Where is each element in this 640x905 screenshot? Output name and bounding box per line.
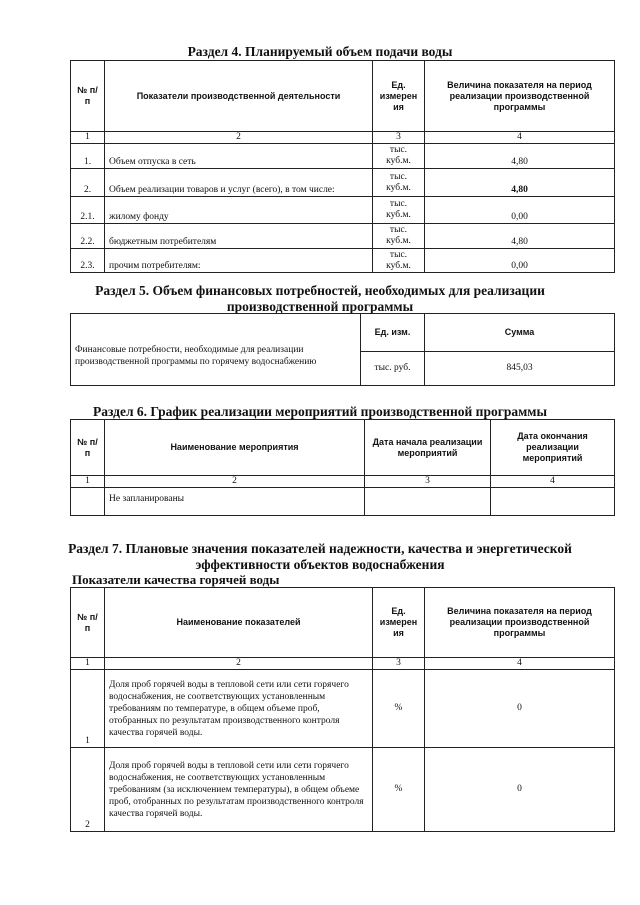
s4-index-2: 2 [105, 132, 373, 144]
row-value: 0,00 [425, 197, 615, 224]
row-name: прочим потребителям: [105, 249, 373, 273]
s6-header-num: № п/п [71, 420, 105, 476]
s6-index-1: 1 [71, 476, 105, 488]
section7-subtitle: Показатели качества горячей воды [72, 572, 280, 587]
row-unit: % [373, 670, 425, 748]
row-num: 2.2. [71, 224, 105, 249]
row-num: 2.3. [71, 249, 105, 273]
row-value: 0 [425, 670, 615, 748]
row-value: 0,00 [425, 249, 615, 273]
s7-header-value: Величина показателя на период реализации производственной программы [425, 588, 615, 658]
s4-header-num: № п/п [71, 61, 105, 132]
s4-index-3: 3 [373, 132, 425, 144]
row-unit: тыс. куб.м. [373, 224, 425, 249]
s7-header-name: Наименование показателей [105, 588, 373, 658]
section6-table [70, 419, 615, 516]
s6-row-end [491, 488, 615, 516]
row-name: бюджетным потребителям [105, 224, 373, 249]
s6-index-2: 2 [105, 476, 365, 488]
section5-title-line2: производственной программы [226, 299, 414, 314]
s6-header-end: Дата окончания реализации мероприятий [491, 420, 615, 476]
s6-header-name: Наименование мероприятия [105, 420, 365, 476]
row-name: Доля проб горячей воды в тепловой сети или сети горячего водоснабжения, не соответствующих установленным требованиям по температуре, в общем объеме проб, отобранных по результатам производственного контроля качества горячей воды. [105, 670, 373, 748]
s7-index-1: 1 [71, 658, 105, 670]
section5-title-line1: Раздел 5. Объем финансовых потребностей, необходимых для реализации [95, 283, 545, 298]
s6-index-3: 3 [365, 476, 491, 488]
table-row [71, 488, 615, 516]
row-unit: тыс. куб.м. [373, 144, 425, 169]
row-unit: % [373, 748, 425, 832]
row-name: жилому фонду [105, 197, 373, 224]
s6-row-num [71, 488, 105, 516]
s7-header-num: № п/п [71, 588, 105, 658]
section4-title: Раздел 4. Планируемый объем подачи воды [187, 44, 453, 59]
s4-index-4: 4 [425, 132, 615, 144]
s5-header-sum: Сумма [425, 314, 615, 352]
table-row [71, 748, 615, 832]
table-row [71, 224, 615, 249]
section7-title-line2: эффективности объектов водоснабжения [195, 557, 445, 572]
s4-header-unit: Ед. измерен ия [373, 61, 425, 132]
s4-header-name: Показатели производственной деятельности [105, 61, 373, 132]
row-unit: тыс. куб.м. [373, 169, 425, 197]
s4-index-1: 1 [71, 132, 105, 144]
s6-index-4: 4 [491, 476, 615, 488]
row-unit: тыс. куб.м. [373, 249, 425, 273]
row-value: 0 [425, 748, 615, 832]
s7-index-4: 4 [425, 658, 615, 670]
s5-row-label: Финансовые потребности, необходимые для реализации производственной программы по горячему водоснабжению [71, 314, 361, 386]
section6-title: Раздел 6. График реализации мероприятий производственной программы [92, 404, 548, 419]
row-name: Доля проб горячей воды в тепловой сети или сети горячего водоснабжения, не соответствующих установленным требованиям (за исключением температуры), в общем объеме проб, отобранных по результатам производственного контроля качества горячей воды. [105, 748, 373, 832]
s7-index-2: 2 [105, 658, 373, 670]
section7-table [70, 587, 615, 832]
table-row [71, 197, 615, 224]
table-row [71, 670, 615, 748]
row-num: 1. [71, 144, 105, 169]
row-num: 1 [71, 670, 105, 748]
row-value: 4,80 [425, 169, 615, 197]
s5-header-unit: Ед. изм. [361, 314, 425, 352]
row-num: 2. [71, 169, 105, 197]
s7-header-unit: Ед. измерен ия [373, 588, 425, 658]
table-row [71, 169, 615, 197]
s4-header-value: Величина показателя на период реализации производственной программы [425, 61, 615, 132]
row-num: 2.1. [71, 197, 105, 224]
row-name: Объем отпуска в сеть [105, 144, 373, 169]
s6-row-start [365, 488, 491, 516]
s6-row-name: Не запланированы [105, 488, 365, 516]
section7-title-line1: Раздел 7. Плановые значения показателей надежности, качества и энергетической [68, 541, 572, 556]
row-value: 4,80 [425, 144, 615, 169]
section5-table [70, 313, 615, 386]
s6-header-start: Дата начала реализации мероприятий [365, 420, 491, 476]
row-unit: тыс. куб.м. [373, 197, 425, 224]
s5-unit: тыс. руб. [361, 352, 425, 386]
row-num: 2 [71, 748, 105, 832]
row-value: 4,80 [425, 224, 615, 249]
section4-table [70, 60, 615, 273]
s5-sum: 845,03 [425, 352, 615, 386]
s7-index-3: 3 [373, 658, 425, 670]
row-name: Объем реализации товаров и услуг (всего), в том числе: [105, 169, 373, 197]
table-row [71, 144, 615, 169]
table-row [71, 249, 615, 273]
